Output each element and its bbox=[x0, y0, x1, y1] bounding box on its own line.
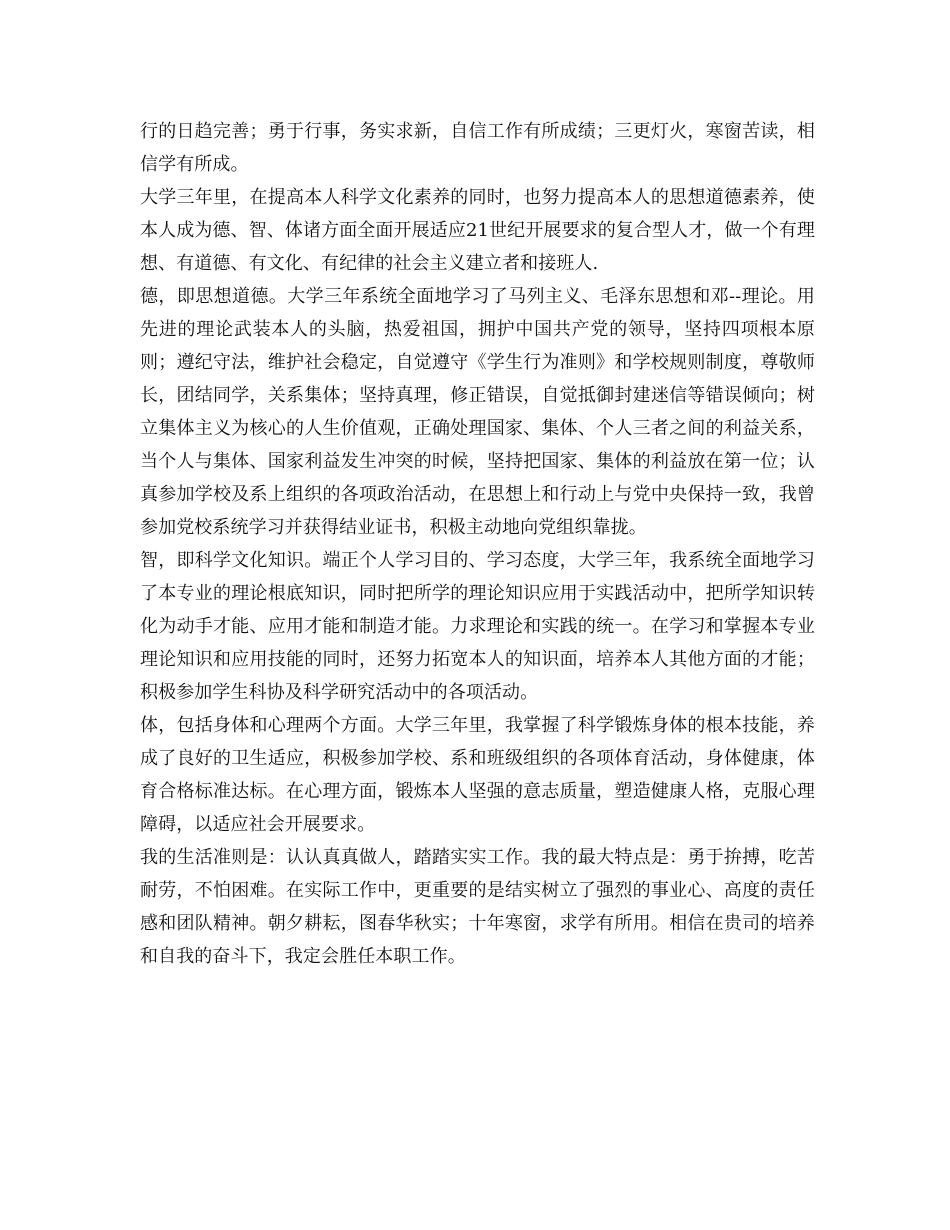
paragraph-knowledge: 智，即科学文化知识。端正个人学习目的、学习态度，大学三年，我系统全面地学习了本专业的理论根底知识，同时把所学的理论知识应用于实践活动中，把所学知识转化为动手才能、应用才能和制造才能。力求理论和实践的统一。在学习和掌握本专业理论知识和应用技能的同时，还努力拓宽本人的知识面，培养本人其他方面的才能；积极参加学生科协及科学研究活动中的各项活动。 bbox=[140, 550, 815, 703]
paragraph-life-principles: 我的生活准则是：认认真真做人，踏踏实实工作。我的最大特点是：勇于拚搏，吃苦耐劳，不怕困难。在实际工作中，更重要的是结实树立了强烈的事业心、高度的责任感和团队精神。朝夕耕耘，图春华秋实；十年寒窗，求学有所用。相信在贵司的培养和自我的奋斗下，我定会胜任本职工作。 bbox=[140, 847, 815, 967]
document-body bbox=[140, 115, 815, 973]
paragraph-morality: 德，即思想道德。大学三年系统全面地学习了马列主义、毛泽东思想和邓--理论。用先进的理论武装本人的头脑，热爱祖国，拥护中国共产党的领导，坚持四项根本原则；遵纪守法，维护社会稳定，自觉遵守《学生行为准则》和学校规则制度，尊敬师长，团结同学，关系集体；坚持真理，修正错误，自觉抵御封建迷信等错误倾向；树立集体主义为核心的人生价值观，正确处理国家、集体、个人三者之间的利益关系，当个人与集体、国家利益发生冲突的时候，坚持把国家、集体的利益放在第一位；认真参加学校及系上组织的各项政治活动，在思想上和行动上与党中央保持一致，我曾参加党校系统学习并获得结业证书，积极主动地向党组织靠拢。 bbox=[140, 286, 815, 538]
paragraph-continuation: 行的日趋完善；勇于行事，务实求新，自信工作有所成绩；三更灯火，寒窗苦读，相信学有所成。 bbox=[140, 121, 815, 175]
paragraph-intro: 大学三年里，在提高本人科学文化素养的同时，也努力提高本人的思想道德素养，使本人成为德、智、体诸方面全面开展适应21世纪开展要求的复合型人才，做一个有理想、有道德、有文化、有纪律的社会主义建立者和接班人. bbox=[140, 187, 815, 274]
paragraph-physical: 体，包括身体和心理两个方面。大学三年里，我掌握了科学锻炼身体的根本技能，养成了良好的卫生适应，积极参加学校、系和班级组织的各项体育活动，身体健康，体育合格标准达标。在心理方面，锻炼本人坚强的意志质量，塑造健康人格，克服心理障碍，以适应社会开展要求。 bbox=[140, 715, 815, 835]
